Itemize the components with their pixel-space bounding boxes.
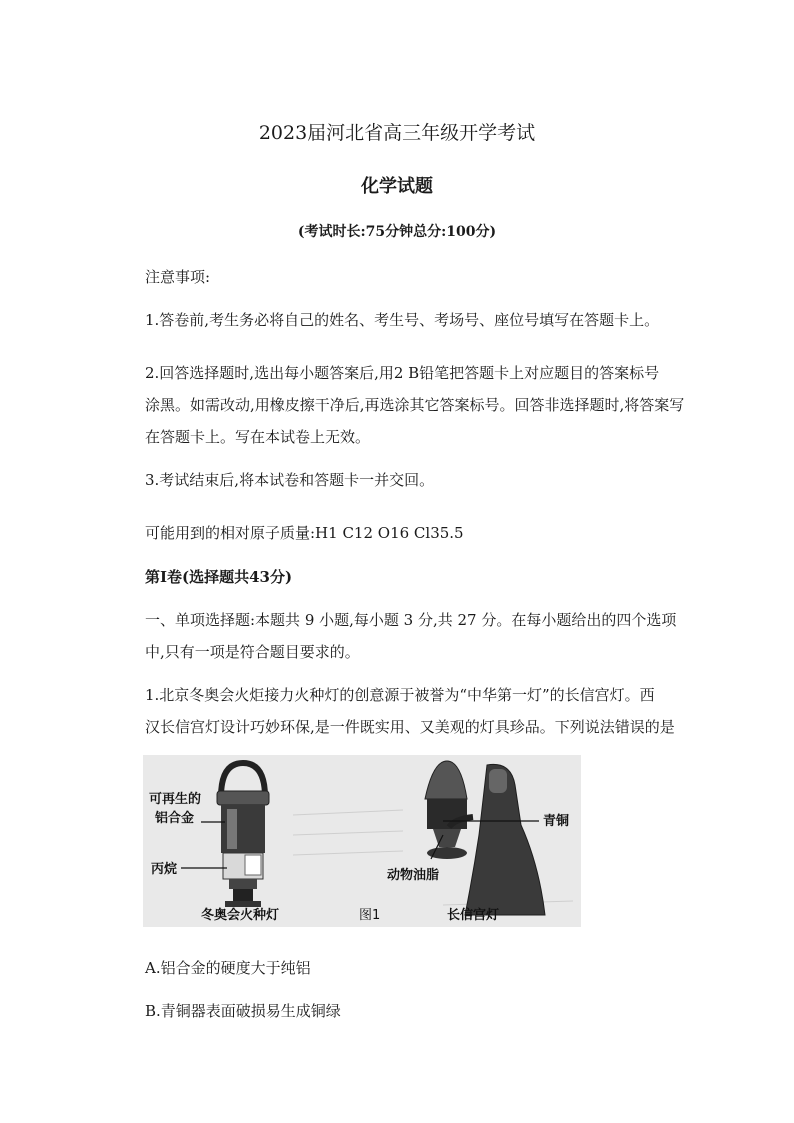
exam-meta: (考试时长:75分钟总分:100分) (297, 224, 497, 240)
question-1-stem-line-2: 汉长信宫灯设计巧妙环保,是一件既实用、又美观的灯具珍品。下列说法错误的是 (145, 718, 675, 736)
option-a: A.铝合金的硬度大于纯铝 (145, 959, 311, 977)
caption-palace-lamp: 长信宫灯 (447, 908, 500, 923)
question-1-stem-line-1: 1.北京冬奥会火炬接力火种灯的创意源于被誉为“中华第一灯”的长信宫灯。西 (145, 686, 655, 704)
caption-figure-number: 图1 (359, 908, 381, 923)
caption-flame-lamp: 冬奥会火种灯 (201, 908, 280, 923)
label-propane: 丙烷 (151, 862, 178, 877)
option-b: B.青铜器表面破损易生成铜绿 (145, 1002, 341, 1020)
label-animal-fat: 动物油脂 (387, 868, 440, 883)
note-2-line-1: 2.回答选择题时,选出每小题答案后,用2 B铅笔把答题卡上对应题目的答案标号 (145, 364, 660, 382)
atomic-masses: 可能用到的相对原子质量:H1 C12 O16 Cl35.5 (145, 524, 464, 542)
note-3: 3.考试结束后,将本试卷和答题卡一并交回。 (145, 471, 435, 489)
exam-subject: 化学试题 (361, 176, 433, 197)
section-title: 第Ⅰ卷(选择题共43分) (145, 568, 293, 586)
figure-1-drawing (143, 755, 581, 927)
section-intro-line-2: 中,只有一项是符合题目要求的。 (145, 643, 360, 661)
figure-1 (143, 755, 581, 927)
label-bronze: 青铜 (543, 814, 570, 829)
note-1: 1.答卷前,考生务必将自己的姓名、考生号、考场号、座位号填写在答题卡上。 (145, 311, 660, 329)
section-intro-line-1: 一、单项选择题:本题共 9 小题,每小题 3 分,共 27 分。在每小题给出的四个选项 (145, 611, 677, 629)
palace-lamp-illustration (425, 761, 545, 915)
label-alloy-line-1: 可再生的 (149, 792, 202, 807)
flame-lamp-illustration (217, 763, 269, 907)
label-alloy-line-2: 铝合金 (155, 811, 195, 826)
notes-heading: 注意事项: (145, 268, 211, 286)
exam-title: 2023届河北省高三年级开学考试 (258, 122, 536, 144)
note-2-line-3: 在答题卡上。写在本试卷上无效。 (145, 428, 371, 446)
note-2-line-2: 涂黑。如需改动,用橡皮擦干净后,再选涂其它答案标号。回答非选择题时,将答案写 (145, 396, 685, 414)
